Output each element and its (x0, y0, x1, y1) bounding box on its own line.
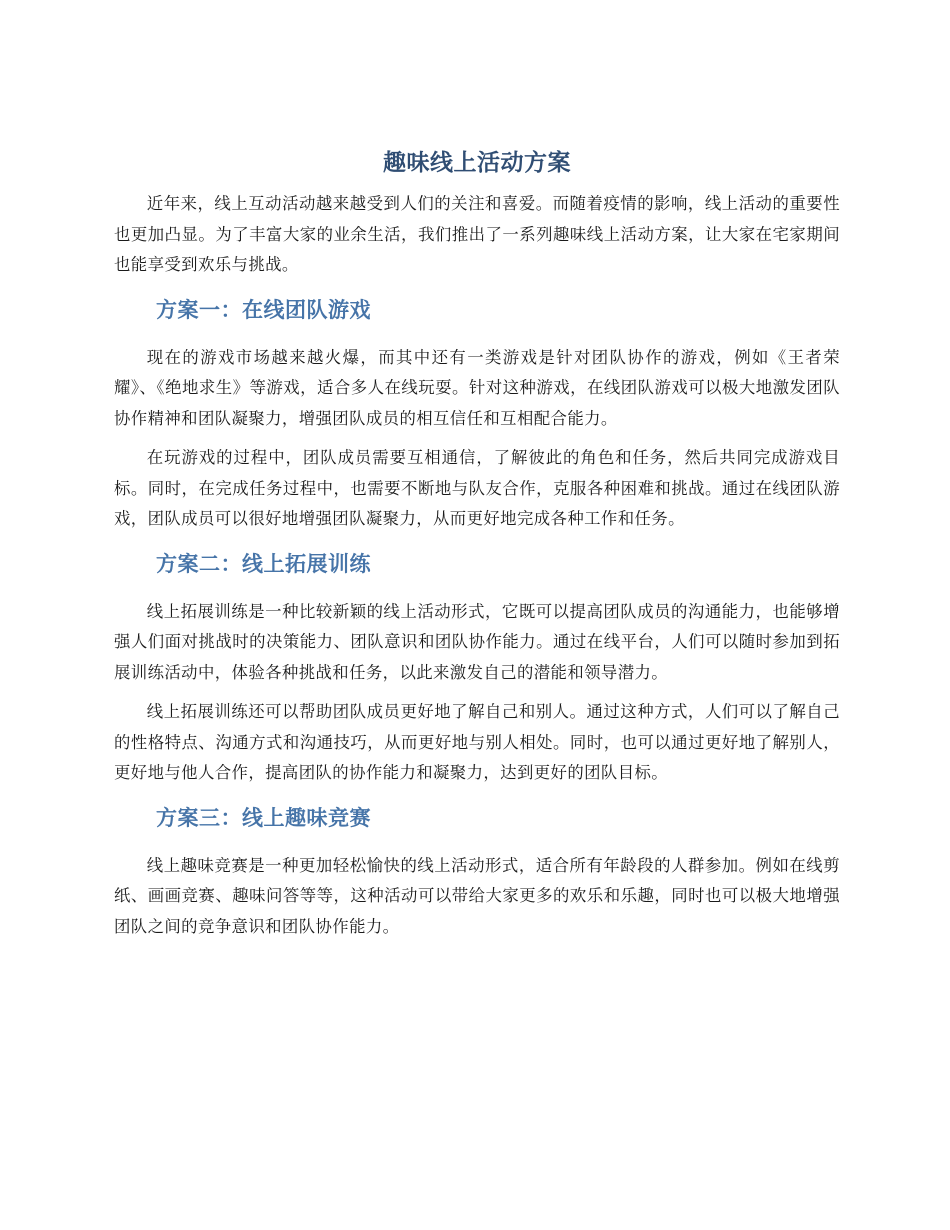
section-1-paragraph-1: 现在的游戏市场越来越火爆，而其中还有一类游戏是针对团队协作的游戏，例如《王者荣耀》、《绝地求生》等游戏，适合多人在线玩耍。针对这种游戏，在线团队游戏可以极大地激发团队协作精神和团队凝聚力，增强团队成员的相互信任和互相配合能力。 (114, 347, 840, 428)
section-3-paragraph-1: 线上趣味竞赛是一种更加轻松愉快的线上活动形式，适合所有年龄段的人群参加。例如在线剪纸、画画竞赛、趣味问答等等，这种活动可以带给大家更多的欢乐和乐趣，同时也可以极大地增强团队之间的竞争意识和团队协作能力。 (114, 855, 840, 936)
section-heading-3: 方案三：线上趣味竞赛 (156, 805, 371, 830)
section-2-paragraph-1: 线上拓展训练是一种比较新颖的线上活动形式，它既可以提高团队成员的沟通能力，也能够增强人们面对挑战时的决策能力、团队意识和团队协作能力。通过在线平台，人们可以随时参加到拓展训练活动中，体验各种挑战和任务，以此来激发自己的潜能和领导潜力。 (114, 601, 840, 682)
document-page (114, 148, 840, 942)
intro-paragraph: 近年来，线上互动活动越来越受到人们的关注和喜爱。而随着疫情的影响，线上活动的重要性也更加凸显。为了丰富大家的业余生活，我们推出了一系列趣味线上活动方案，让大家在宅家期间也能享受到欢乐与挑战。 (114, 194, 840, 274)
section-heading-1: 方案一：在线团队游戏 (156, 297, 371, 322)
section-heading-2: 方案二：线上拓展训练 (156, 551, 371, 576)
section-2-paragraph-2: 线上拓展训练还可以帮助团队成员更好地了解自己和别人。通过这种方式，人们可以了解自己的性格特点、沟通方式和沟通技巧，从而更好地与别人相处。同时，也可以通过更好地了解别人，更好地与他人合作，提高团队的协作能力和凝聚力，达到更好的团队目标。 (114, 702, 840, 782)
section-1-paragraph-2: 在玩游戏的过程中，团队成员需要互相通信，了解彼此的角色和任务，然后共同完成游戏目标。同时，在完成任务过程中，也需要不断地与队友合作，克服各种困难和挑战。通过在线团队游戏，团队成员可以很好地增强团队凝聚力，从而更好地完成各种工作和任务。 (114, 448, 840, 528)
document-title: 趣味线上活动方案 (383, 150, 571, 176)
